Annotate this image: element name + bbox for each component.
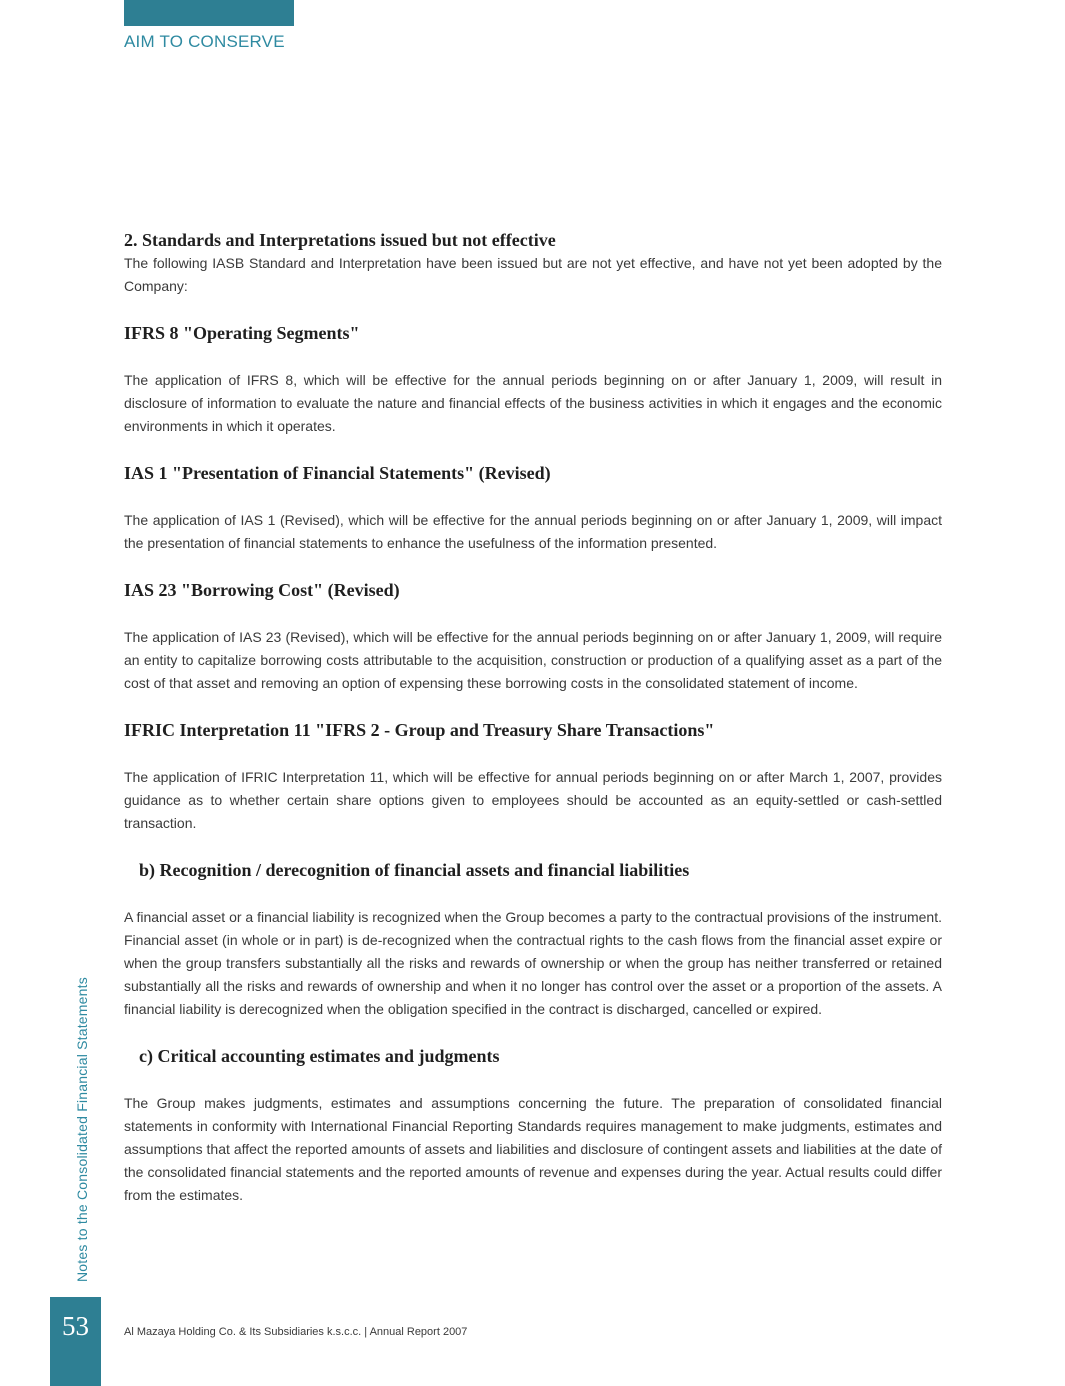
heading-ifric11: IFRIC Interpretation 11 "IFRS 2 - Group and Treasury Share Transactions" [124, 720, 715, 740]
vertical-section-label: Notes to the Consolidated Financial Statements [74, 977, 90, 1282]
header-accent-bar [124, 0, 294, 26]
heading-critical-estimates: c) Critical accounting estimates and judgments [139, 1046, 500, 1066]
heading-ifrs8: IFRS 8 "Operating Segments" [124, 323, 360, 343]
page-number: 53 [62, 1311, 89, 1341]
heading-recognition: b) Recognition / derecognition of financial assets and financial liabilities [139, 860, 690, 880]
paragraph-critical-estimates: The Group makes judgments, estimates and assumptions concerning the future. The preparation of consolidated financial statements in conformity with International Financial Reporting Standards requires management to make judgments, estimates and assumptions that affect the reported amounts of assets and liabilities and disclosure of contingent assets and liabilities at the date of the consolidated financial statements and the reported amounts of revenue and expenses during the year. Actual results could differ from the estimates. [124, 1095, 942, 1203]
page-number-box [50, 1297, 101, 1386]
paragraph-ias23: The application of IAS 23 (Revised), which will be effective for the annual periods beginning on or after January 1, 2009, will require an entity to capitalize borrowing costs attributable to the acquisition, construction or production of a qualifying asset as a part of the cost of that asset and removing an option of expensing these borrowing costs in the consolidated statement of income. [124, 629, 942, 691]
paragraph-ifric11: The application of IFRIC Interpretation 11, which will be effective for annual periods beginning on or after March 1, 2007, provides guidance as to whether certain share options given to employees should be accounted as an equity-settled or cash-settled transaction. [124, 769, 942, 831]
footer-text: Al Mazaya Holding Co. & Its Subsidiaries k.s.c.c. | Annual Report 2007 [124, 1326, 468, 1338]
paragraph-recognition: A financial asset or a financial liability is recognized when the Group becomes a party to the contractual provisions of the instrument. Financial asset (in whole or in part) is de-recognized when the contractual rights to the cash flows from the financial asset expire or when the group transfers substantially all the risks and rewards of ownership or when the group has neither transferred or retained substantially all the risks and rewards of ownership and when it no longer has control over the asset or a proportion of the assets. A financial liability is derecognized when the obligation specified in the contract is discharged, cancelled or expired. [124, 909, 942, 1017]
section-heading-standards: 2. Standards and Interpretations issued but not effective [124, 230, 556, 250]
main-content [124, 228, 942, 1207]
section-intro-standards: The following IASB Standard and Interpretation have been issued but are not yet effective, and have not yet been adopted by the Company: [124, 255, 942, 294]
heading-ias1: IAS 1 "Presentation of Financial Statements" (Revised) [124, 463, 551, 483]
header-title: AIM TO CONSERVE [124, 32, 285, 51]
paragraph-ifrs8: The application of IFRS 8, which will be effective for the annual periods beginning on or after January 1, 2009, will result in disclosure of information to evaluate the nature and financial effects of the business activities in which it engages and the economic environments in which it operates. [124, 372, 942, 434]
heading-ias23: IAS 23 "Borrowing Cost" (Revised) [124, 580, 400, 600]
paragraph-ias1: The application of IAS 1 (Revised), which will be effective for the annual periods beginning on or after January 1, 2009, will impact the presentation of financial statements to enhance the usefulness of the information presented. [124, 512, 942, 551]
